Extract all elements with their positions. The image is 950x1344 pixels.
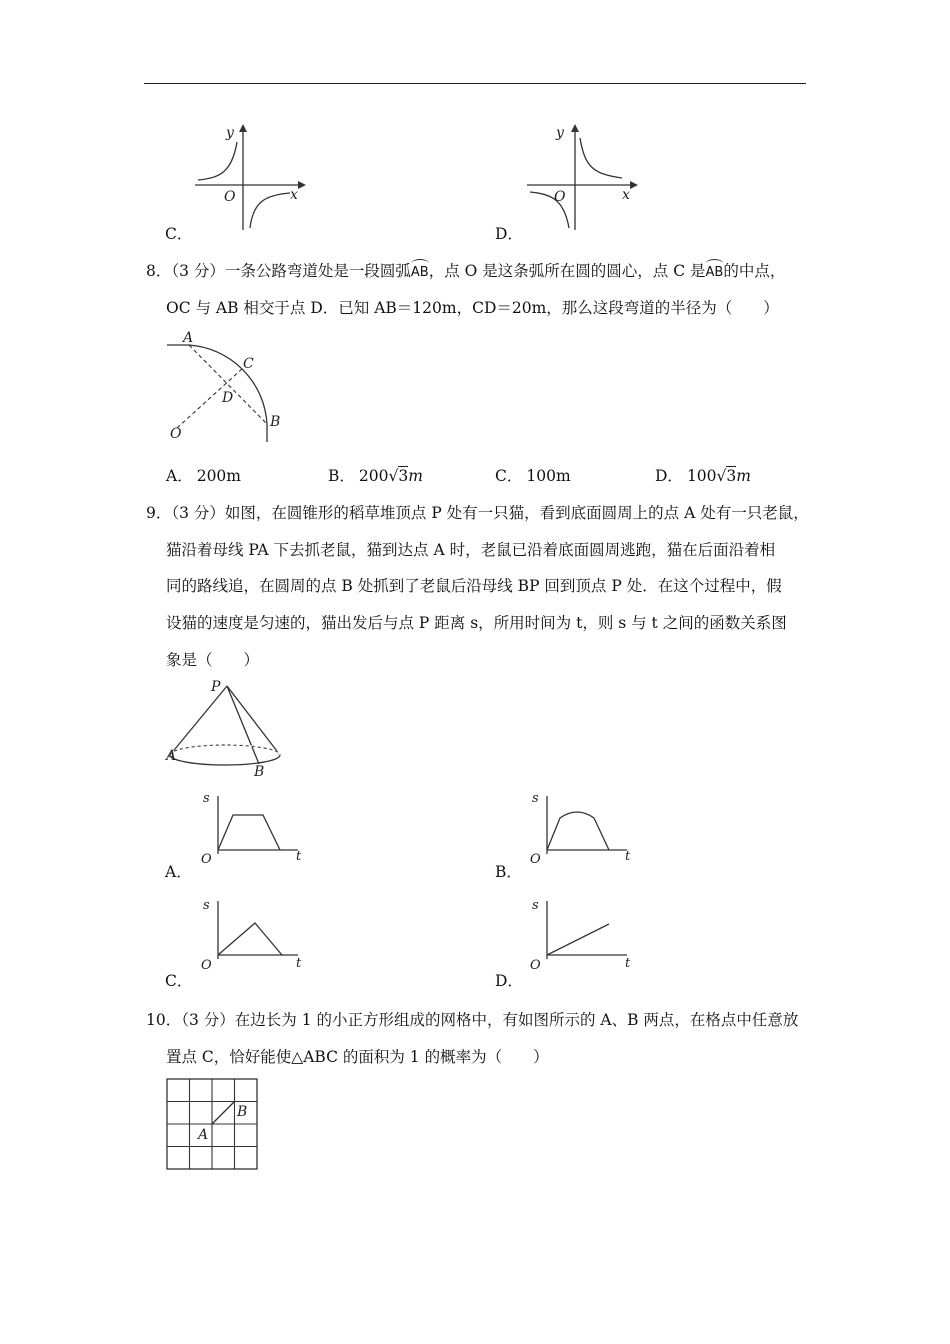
q9-cone-label-a: A	[166, 748, 177, 764]
q9d-t-label: t	[625, 956, 631, 971]
q9b-s-label: s	[532, 791, 539, 806]
q9a-origin-label: O	[201, 852, 212, 867]
q8-label-o: O	[170, 426, 182, 442]
q9-cone-figure	[163, 680, 288, 780]
q8-label-b: B	[270, 414, 281, 430]
q7c-x-label: x	[290, 187, 298, 203]
q9c-t-label: t	[296, 956, 302, 971]
q10-stem-line-1: 10．（3 分）在边长为 1 的小正方形组成的网格中，有如图所示的 A、B 两点，在格点中任意放	[146, 1011, 799, 1029]
q9c-s-label: s	[203, 898, 210, 913]
q8-stem-prefix: 8．（3 分）一条公路弯道处是一段圆弧	[146, 262, 411, 280]
q7-graph-d	[522, 120, 642, 230]
sqrt-icon: √	[716, 467, 727, 485]
q7c-y-label: y	[226, 125, 234, 141]
q9-option-a[interactable]: A．	[165, 863, 192, 881]
q9a-t-label: t	[296, 849, 302, 864]
q10-label-b: B	[237, 1104, 248, 1120]
q9-stem-line-5: 象是（ ）	[166, 651, 260, 669]
q8-arc-ab-1: AB	[411, 263, 429, 283]
sqrt-icon: √	[388, 467, 399, 485]
q7-graph-c	[190, 120, 310, 230]
q9-graph-b	[527, 788, 637, 867]
q9d-origin-label: O	[530, 958, 541, 973]
q9-cone-label-b: B	[254, 764, 265, 780]
q9b-t-label: t	[625, 849, 631, 864]
q9a-s-label: s	[203, 791, 210, 806]
q8-stem-suffix: 的中点，	[723, 262, 786, 280]
q9-option-d[interactable]: D．	[495, 972, 523, 990]
q8-option-d[interactable]: D． 100√3m	[655, 467, 751, 485]
q9-graph-c	[198, 897, 308, 972]
q8-figure	[165, 330, 290, 445]
q7c-origin-label: O	[224, 189, 236, 205]
q7-option-d[interactable]: D．	[495, 225, 523, 243]
q8-stem-mid: ，点 O 是这条弧所在圆的圆心，点 C 是	[428, 262, 706, 280]
q7d-x-label: x	[622, 187, 630, 203]
q7-option-c[interactable]: C．	[165, 225, 193, 243]
q9-option-c[interactable]: C．	[165, 972, 193, 990]
q9-stem-line-4: 设猫的速度是匀速的，猫出发后与点 P 距离 s，所用时间为 t，则 s 与 t 之间的函数关系图	[166, 614, 787, 632]
q8-label-c: C	[243, 356, 254, 372]
q7d-y-label: y	[556, 125, 564, 141]
q8-label-a: A	[183, 330, 194, 346]
q8-arc-ab-2: AB	[706, 263, 724, 283]
q8-label-d: D	[222, 390, 234, 406]
q8-option-a[interactable]: A． 200m	[166, 467, 241, 485]
q8-stem-line-2: OC 与 AB 相交于点 D．已知 AB＝120m，CD＝20m，那么这段弯道的半径为（ ）	[166, 299, 779, 317]
q9d-s-label: s	[532, 898, 539, 913]
q8-stem-line-1	[146, 261, 785, 283]
q9-stem-line-1: 9．（3 分）如图，在圆锥形的稻草堆顶点 P 处有一只猫，看到底面圆周上的点 A 处有一只老鼠，	[146, 504, 809, 522]
q10-grid-figure	[166, 1078, 261, 1173]
q9b-origin-label: O	[530, 852, 541, 867]
q9-stem-line-2: 猫沿着母线 PA 下去抓老鼠，猫到达点 A 时，老鼠已沿着底面圆周逃跑，猫在后面沿着相	[166, 541, 776, 559]
q9-graph-a	[198, 788, 308, 867]
q10-stem-line-2: 置点 C，恰好能使△ABC 的面积为 1 的概率为（ ）	[166, 1048, 549, 1066]
q8-option-c[interactable]: C． 100m	[495, 467, 571, 485]
q9-option-b[interactable]: B．	[495, 863, 522, 881]
q10-label-a: A	[198, 1127, 209, 1143]
q9-graph-d	[527, 897, 637, 972]
q8-option-b[interactable]: B． 200√3m	[328, 467, 423, 485]
q7d-origin-label: O	[554, 189, 566, 205]
q9c-origin-label: O	[201, 958, 212, 973]
header-rule	[144, 83, 806, 84]
q9-cone-label-p: P	[211, 679, 221, 695]
q9-stem-line-3: 同的路线追，在圆周的点 B 处抓到了老鼠后沿母线 BP 回到顶点 P 处．在这个过程中，假	[166, 577, 782, 595]
